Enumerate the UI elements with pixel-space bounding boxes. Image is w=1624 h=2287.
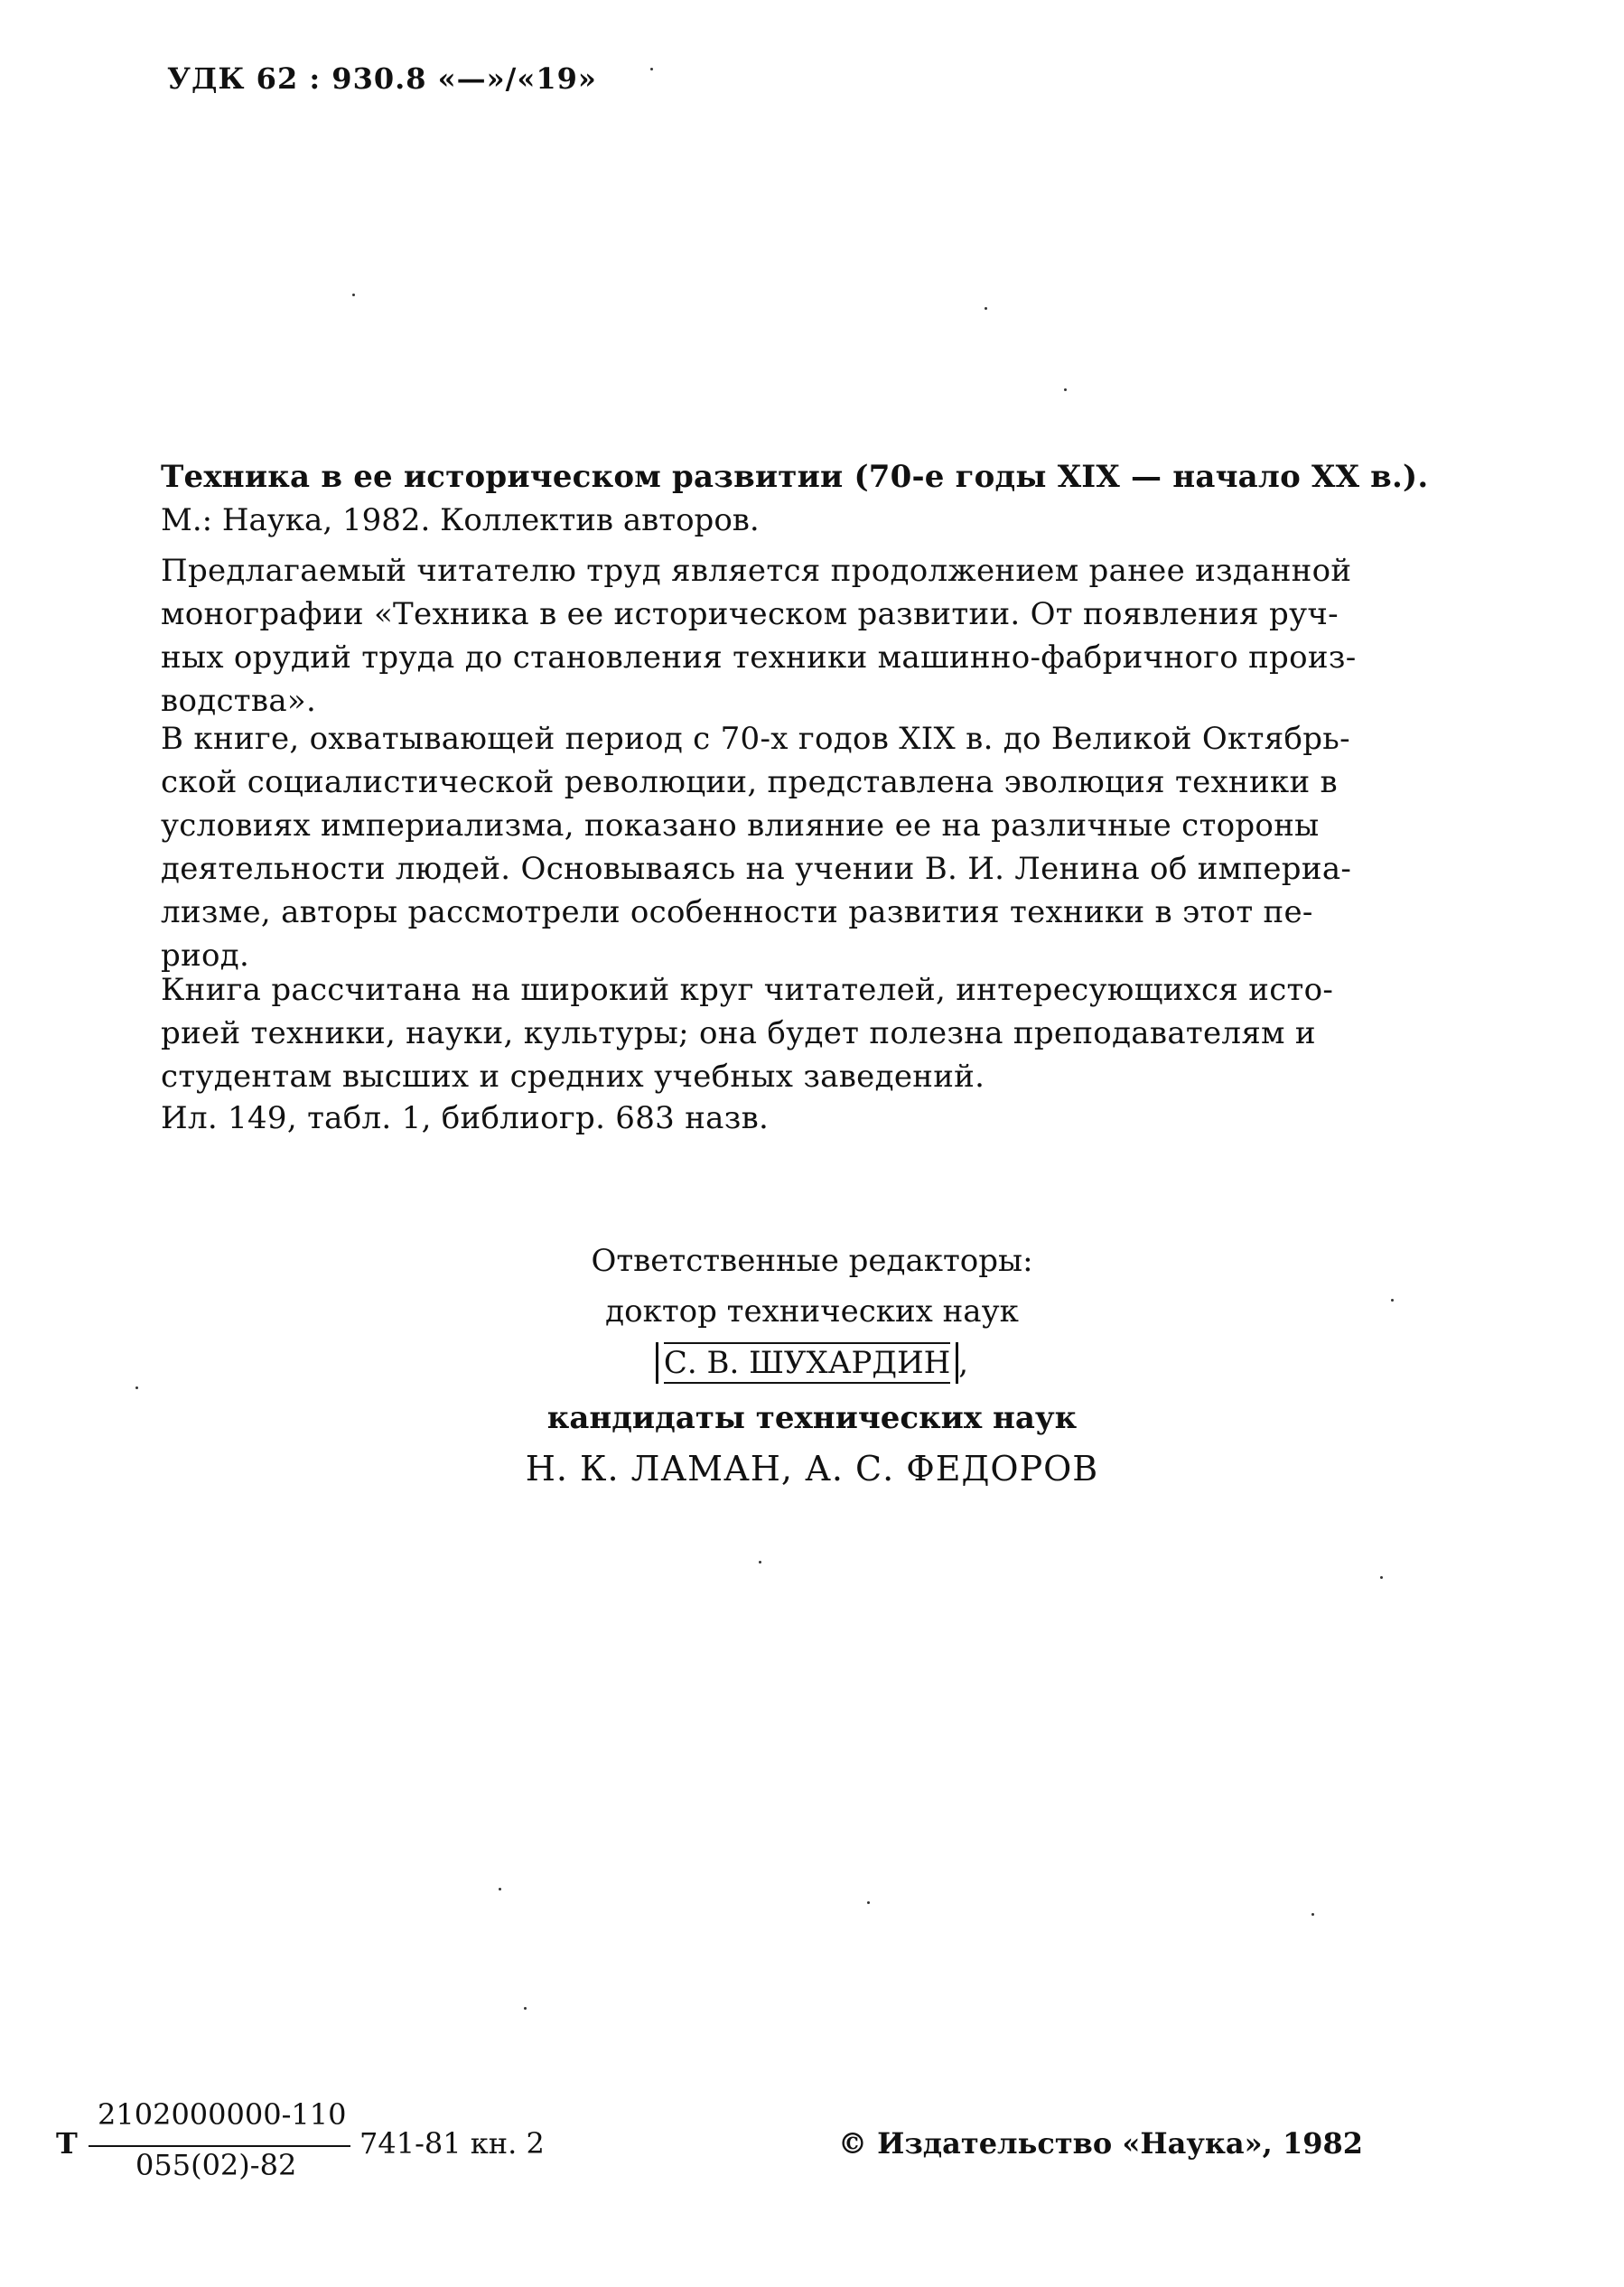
- scan-speck: [352, 294, 355, 296]
- text-line: В книге, охватывающей период с 70-х годов XIX в. до Великой Октябрь-: [161, 721, 1350, 757]
- fraction-bar: [89, 2145, 350, 2147]
- udk-code: УДК 62 : 930.8 «—»/«19»: [167, 61, 597, 96]
- scan-speck: [1311, 1913, 1314, 1916]
- editors-names: Н. К. ЛАМАН, А. С. ФЕДОРОВ: [525, 1449, 1099, 1489]
- text-line: студентам высших и средних учебных заведений.: [161, 1059, 985, 1095]
- scan-speck: [1380, 1576, 1383, 1579]
- annotation-paragraph: [161, 968, 1333, 1098]
- text-line: монографии «Техника в ее историческом развитии. От появления руч-: [161, 596, 1339, 632]
- editor-name-boxed: [0, 1342, 1624, 1384]
- editor-name: С. В. ШУХАРДИН: [664, 1342, 950, 1384]
- text-line: Предлагаемый читателю труд является продолжением ранее изданной: [161, 553, 1352, 589]
- illustrations-note: [161, 1097, 769, 1140]
- editor-degree: доктор технических наук: [605, 1293, 1019, 1330]
- scan-speck: [1064, 388, 1067, 391]
- scan-speck: [135, 1386, 138, 1389]
- annotation-paragraph: [161, 549, 1357, 723]
- text-line: водства».: [161, 683, 317, 719]
- text-line: лизме, авторы рассмотрели особенности развития техники в этот пе-: [161, 894, 1313, 930]
- scan-speck: [650, 68, 653, 70]
- text-line: ской социалистической революции, представлена эволюция техники в: [161, 764, 1338, 800]
- text-line: рией техники, науки, культуры; она будет полезна преподавателям и: [161, 1015, 1316, 1051]
- text-line: Ил. 149, табл. 1, библиогр. 683 назв.: [161, 1100, 770, 1136]
- scan-speck: [1391, 1299, 1394, 1302]
- text-line: ных орудий труда до становления техники машинно-фабричного произ-: [161, 639, 1357, 676]
- text-line: деятельности людей. Основываясь на учении В. И. Ленина об империа-: [161, 851, 1352, 887]
- scan-speck: [524, 2007, 527, 2010]
- copyright-notice: © Издательство «Наука», 1982: [838, 2126, 1363, 2161]
- index-denominator: 055(02)-82: [135, 2148, 297, 2182]
- book-title-line: Техника в ее историческом развитии (70-е годы XIX — начало XX в.).: [161, 459, 1429, 495]
- scan-speck: [759, 1561, 761, 1564]
- name-comma: ,: [958, 1345, 969, 1381]
- index-letter: Т: [56, 2126, 78, 2161]
- memorial-frame: [656, 1342, 958, 1384]
- scan-speck: [985, 307, 987, 310]
- text-line: Книга рассчитана на широкий круг читателей, интересующихся исто-: [161, 972, 1334, 1008]
- text-line: условиях империализма, показано влияние ее на различные стороны: [161, 807, 1320, 844]
- index-numerator: 2102000000-110: [98, 2097, 347, 2132]
- text-line: риод.: [161, 938, 250, 974]
- scan-speck: [499, 1888, 501, 1890]
- book-title-block: [161, 455, 1428, 542]
- editors-heading: Ответственные редакторы:: [591, 1243, 1033, 1279]
- index-code: 741-81 кн. 2: [359, 2126, 545, 2161]
- editors-degree-plural: кандидаты технических наук: [546, 1400, 1078, 1436]
- scan-speck: [867, 1901, 870, 1904]
- annotation-paragraph: [161, 717, 1351, 977]
- book-title-line: М.: Наука, 1982. Коллектив авторов.: [161, 502, 760, 538]
